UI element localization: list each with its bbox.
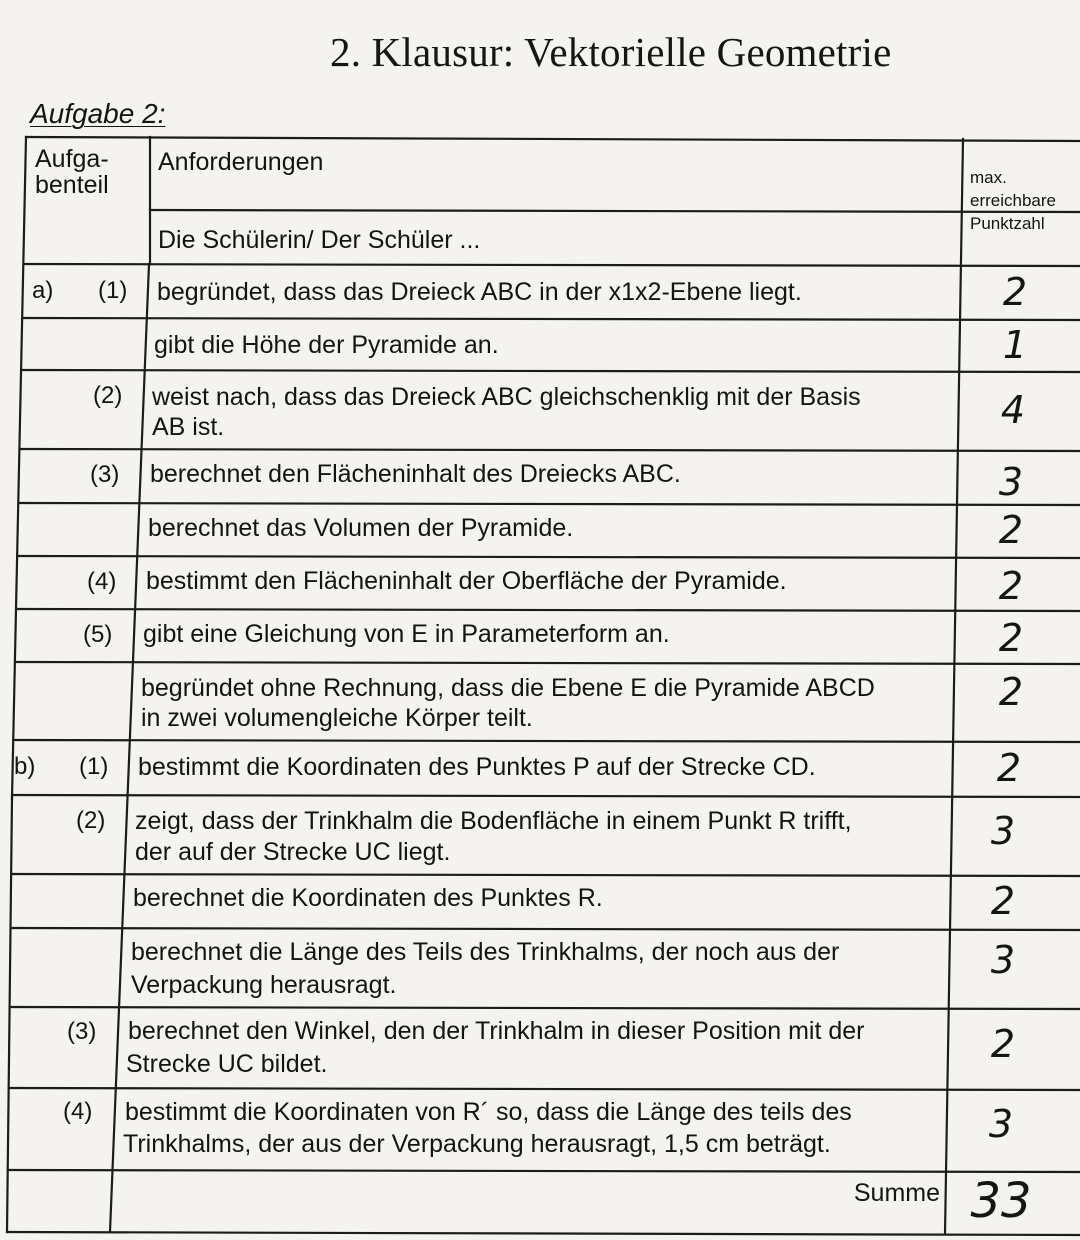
row-requirement-cont: Strecke UC bildet. (126, 1050, 328, 1078)
row-requirement: begründet ohne Rechnung, dass die Ebene E die Pyramide ABCD (141, 674, 875, 702)
row-requirement: bestimmt den Flächeninhalt der Oberfläche der Pyramide. (146, 567, 787, 595)
row-requirement: berechnet den Flächeninhalt des Dreiecks ABC. (150, 460, 681, 488)
row-points: 3 (990, 938, 1016, 982)
row-points: 3 (990, 809, 1016, 853)
row-requirement: bestimmt die Koordinaten des Punktes P auf der Strecke CD. (138, 753, 816, 781)
header-points-line2: erreichbare (970, 191, 1056, 210)
header-points-line3: Punktzahl (970, 214, 1045, 233)
header-part-line1: Aufga- (35, 145, 109, 173)
sum-label: Summe (853, 1179, 940, 1207)
row-number: (2) (93, 382, 123, 409)
row-requirement: bestimmt die Koordinaten von R´ so, dass die Länge des teils des (125, 1098, 852, 1126)
row-requirement-cont: Trinkhalms, der aus der Verpackung herausragt, 1,5 cm beträgt. (123, 1130, 831, 1158)
row-number: (4) (63, 1098, 93, 1125)
row-points: 2 (990, 879, 1016, 923)
row-requirement: berechnet die Koordinaten des Punktes R. (133, 884, 603, 912)
row-points: 2 (996, 746, 1022, 790)
row-part-label: a) (32, 277, 54, 304)
row-requirement: berechnet den Winkel, den der Trinkhalm in dieser Position mit der (128, 1017, 865, 1045)
row-requirement: gibt die Höhe der Pyramide an. (154, 331, 499, 359)
row-requirement-cont: Verpackung herausragt. (131, 971, 397, 999)
row-number: (2) (76, 807, 106, 834)
row-points: 2 (990, 1022, 1016, 1066)
row-part-label: b) (14, 753, 36, 780)
row-requirement-cont: AB ist. (152, 413, 225, 441)
row-requirement: gibt eine Gleichung von E in Parameterform an. (143, 620, 670, 648)
header-requirements-subhead: Die Schülerin/ Der Schüler ... (158, 226, 481, 254)
row-points: 2 (1002, 270, 1028, 314)
header-part-line2: benteil (35, 171, 109, 199)
row-points: 2 (998, 508, 1024, 552)
row-points: 1 (1002, 323, 1028, 367)
row-number: (5) (83, 621, 113, 648)
row-points: 2 (998, 564, 1024, 608)
row-requirement: weist nach, dass das Dreieck ABC gleichschenklig mit der Basis (152, 383, 861, 411)
row-requirement: berechnet das Volumen der Pyramide. (148, 514, 574, 542)
row-requirement-cont: in zwei volumengleiche Körper teilt. (141, 704, 533, 732)
row-number: (1) (98, 277, 128, 304)
row-number: (3) (67, 1018, 97, 1045)
row-requirement: zeigt, dass der Trinkhalm die Bodenfläche in einem Punkt R trifft, (135, 807, 852, 835)
row-requirement-cont: der auf der Strecke UC liegt. (135, 838, 451, 866)
row-number: (4) (87, 568, 117, 595)
header-points (970, 166, 1056, 235)
row-requirement: berechnet die Länge des Teils des Trinkhalms, der noch aus der (131, 938, 840, 966)
page-title: 2. Klausur: Vektorielle Geometrie (330, 29, 892, 75)
row-number: (1) (79, 753, 109, 780)
header-requirements: Anforderungen (158, 148, 324, 176)
row-points: 3 (998, 460, 1024, 504)
header-part-column (35, 146, 109, 198)
row-requirement: begründet, dass das Dreieck ABC in der x1x2-Ebene liegt. (157, 278, 802, 306)
row-points: 2 (998, 670, 1024, 714)
sum-points: 33 (970, 1173, 1032, 1229)
row-points: 4 (1000, 388, 1026, 432)
row-points: 2 (998, 616, 1024, 660)
task-label: Aufgabe 2: (30, 98, 166, 129)
row-points: 3 (988, 1102, 1014, 1146)
header-points-line1: max. (970, 168, 1007, 187)
row-number: (3) (90, 461, 120, 488)
